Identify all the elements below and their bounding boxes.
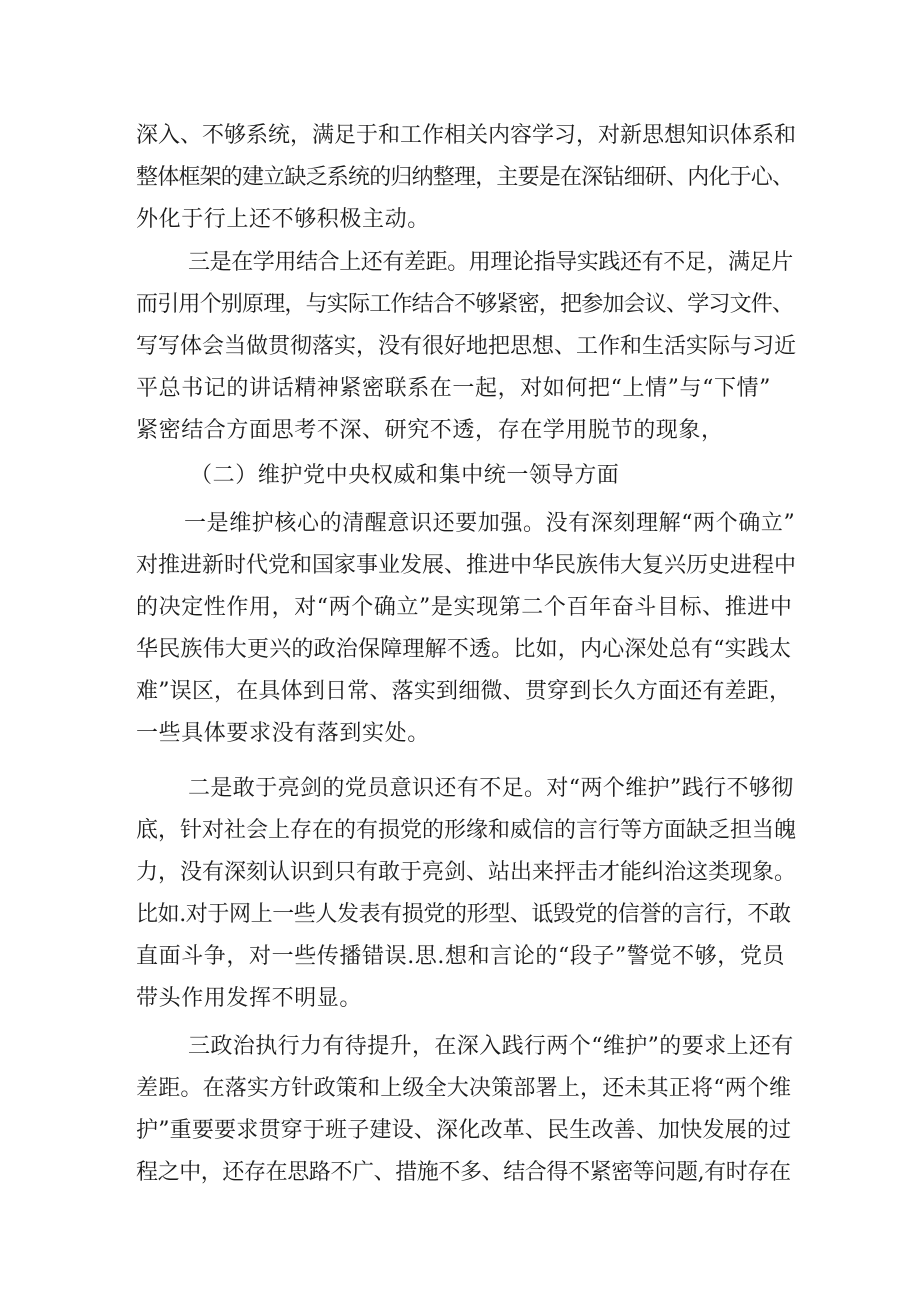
paragraph-line: 外化于行上还不够积极主动。 bbox=[136, 207, 430, 232]
paragraph-line: 深入、不够系统，满足于和工作相关内容学习，对新思想知识体系和 bbox=[136, 123, 797, 148]
paragraph-line: 紧密结合方面思考不深、研究不透，存在学用脱节的现象， bbox=[136, 418, 724, 443]
paragraph-line: 差距。在落实方针政策和上级全大决策部署上，还未其正将“两个维 bbox=[136, 1076, 792, 1101]
paragraph-line: 程之中，还存在思路不广、措施不多、结合得不紧密等问题,有时存在 bbox=[136, 1160, 791, 1185]
paragraph-line: 护”重要要求贯穿于班子建设、深化改革、民生改善、加快发展的过 bbox=[136, 1118, 792, 1143]
paragraph-line: 二是敢于亮剑的党员意识还有不足。对“两个维护”践行不够彻 bbox=[188, 776, 794, 801]
paragraph-line: 平总书记的讲话精神紧密联系在一起，对如何把“上情”与“下情” bbox=[136, 376, 771, 401]
paragraph-line: 带头作用发挥不明显。 bbox=[136, 986, 363, 1011]
paragraph-line: 力，没有深刻认识到只有敢于亮剑、站出来抨击才能纠治这类现象。 bbox=[136, 860, 797, 885]
section-heading-text: （二）维护党中央权威和集中统一领导方面 bbox=[190, 463, 620, 488]
paragraph-line: 比如.对于网上一些人发表有损党的形型、诋毁党的信誉的言行，不敢 bbox=[136, 902, 791, 927]
paragraph-line: 三政治执行力有待提升，在深入践行两个“维护”的要求上还有 bbox=[188, 1034, 794, 1059]
paragraph-line: 而引用个别原理，与实际工作结合不够紧密，把参加会议、学习文件、 bbox=[136, 292, 794, 317]
paragraph-line: 难”误区，在具体到日常、落实到细微、贯穿到长久方面还有差距， bbox=[136, 679, 792, 704]
paragraph-line: 一是维护核心的清醒意识还要加强。没有深刻理解“两个确立” bbox=[184, 511, 796, 536]
paragraph-line: 整体框架的建立缺乏系统的归纳整理，主要是在深钻细研、内化于心、 bbox=[136, 165, 794, 190]
paragraph-line: 的决定性作用，对“两个确立”是实现第二个百年奋斗目标、推进中 bbox=[136, 595, 793, 620]
paragraph-line: 直面斗争，对一些传播错误.思.想和言论的“段子”警觉不够，党员 bbox=[136, 944, 786, 969]
paragraph-line: 一些具体要求没有落到实处。 bbox=[136, 721, 430, 746]
paragraph-line: 写写体会当做贯彻落实，没有很好地把思想、工作和生活实际与习近 bbox=[136, 334, 797, 359]
paragraph-line: 底，针对社会上存在的有损党的形缘和威信的言行等方面缺乏担当魄 bbox=[136, 818, 797, 843]
paragraph-line: 三是在学用结合上还有差距。用理论指导实践还有不足，满足片 bbox=[188, 250, 793, 275]
paragraph-line: 对推进新时代党和国家事业发展、推进中华民族伟大复兴历史进程中 bbox=[136, 553, 797, 578]
paragraph-line: 华民族伟大更兴的政治保障理解不透。比如，内心深处总有“实践太 bbox=[136, 637, 792, 662]
